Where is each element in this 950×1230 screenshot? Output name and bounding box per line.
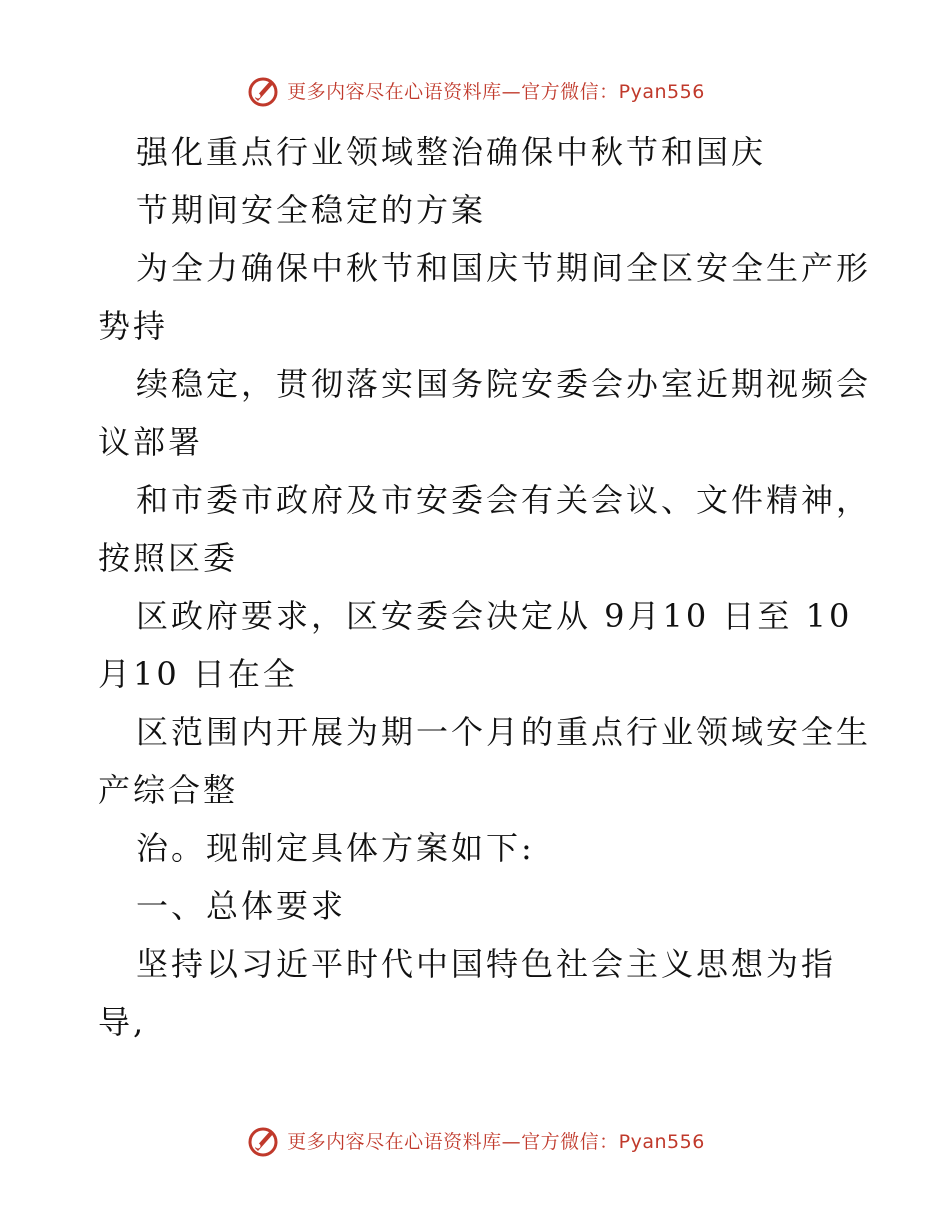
paragraph-line: 产综合整: [98, 771, 239, 809]
watermark-text: 更多内容尽在心语资料库—官方微信：Pyan556: [287, 80, 705, 103]
paragraph-line: 按照区委: [98, 539, 239, 577]
paragraph-line: 续稳定，贯彻落实国务院安委会办室近期视频会: [136, 365, 872, 403]
paragraph-line: 治。现制定具体方案如下:: [136, 829, 535, 867]
paragraph-line: 势持: [98, 307, 169, 345]
watermark-text: 更多内容尽在心语资料库—官方微信：Pyan556: [287, 1130, 705, 1153]
paragraph-line: 区政府要求，区安委会决定从 9月10 日至 10: [136, 597, 853, 635]
paragraph-line: 为全力确保中秋节和国庆节期间全区安全生产形: [136, 249, 872, 287]
document-body: [98, 123, 872, 1051]
paragraph-line: 区范围内开展为期一个月的重点行业领域安全生: [136, 713, 872, 751]
doc-title-line-2: 节期间安全稳定的方案: [136, 191, 487, 229]
paragraph-line: 坚持以习近平时代中国特色社会主义思想为指: [136, 945, 837, 983]
doc-title-line-1: 强化重点行业领域整治确保中秋节和国庆: [136, 133, 767, 171]
paragraph-line: 导,: [98, 1003, 147, 1041]
paragraph-line: 月10 日在全: [98, 655, 298, 693]
quill-seal-icon: [245, 72, 281, 108]
header-watermark: [0, 70, 950, 110]
section-heading: 一、总体要求: [136, 887, 347, 925]
footer-watermark: [0, 1120, 950, 1160]
paragraph-line: 和市委市政府及市安委会有关会议、文件精神，: [136, 481, 872, 519]
paragraph-line: 议部署: [98, 423, 204, 461]
quill-seal-icon: [245, 1122, 281, 1158]
